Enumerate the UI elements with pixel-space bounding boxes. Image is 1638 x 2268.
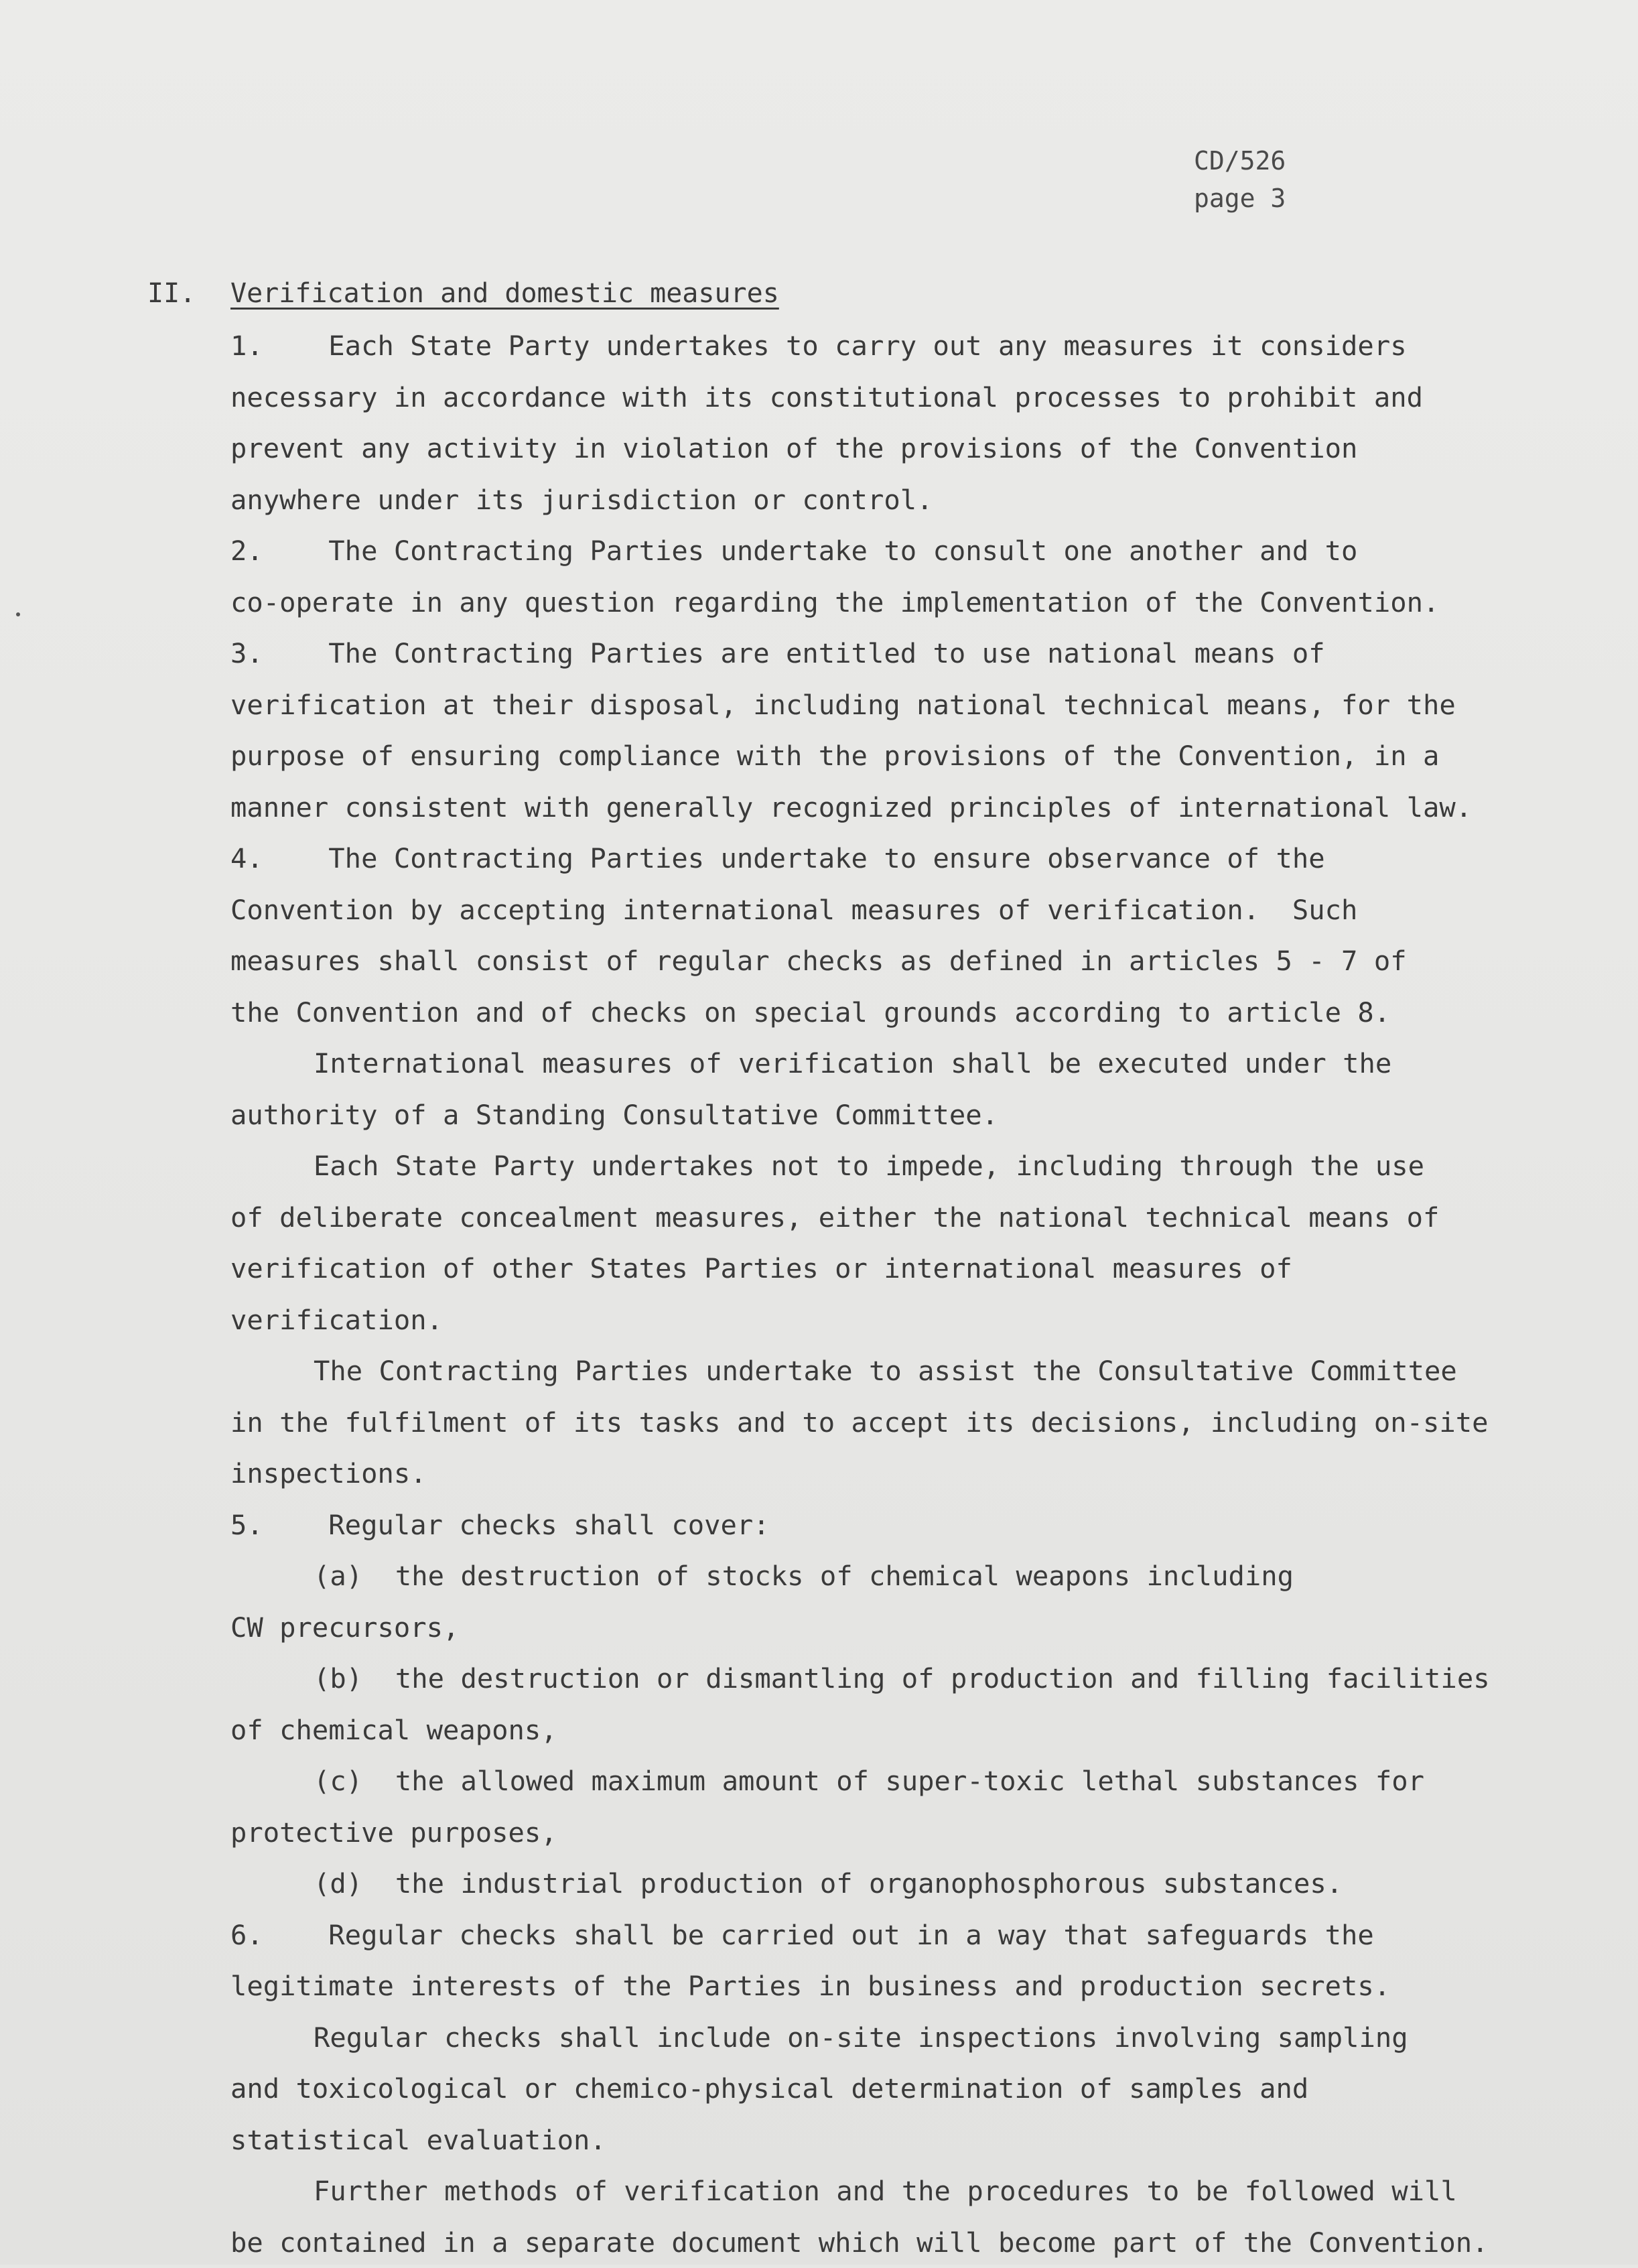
text-line: manner consistent with generally recognized principles of international law.: [230, 782, 1544, 833]
text-line: of chemical weapons,: [230, 1705, 1544, 1756]
page-number: page 3: [1194, 180, 1286, 217]
text-line: measures shall consist of regular checks as defined in articles 5 - 7 of: [230, 935, 1544, 987]
text-line: (a) the destruction of stocks of chemical weapons including: [230, 1550, 1544, 1602]
text-line: Further methods of verification and the procedures to be followed will: [230, 2165, 1544, 2217]
text-line: protective purposes,: [230, 1807, 1544, 1859]
text-line: Regular checks shall include on-site inspections involving sampling: [230, 2012, 1544, 2064]
text-line: Convention by accepting international measures of verification. Such: [230, 884, 1544, 936]
document-body: [230, 320, 1544, 2268]
text-line: (d) the industrial production of organophosphorous substances.: [230, 1858, 1544, 1910]
text-line: International measures of verification shall be executed under the: [230, 1038, 1544, 1089]
text-line: in the fulfilment of its tasks and to accept its decisions, including on-site: [230, 1397, 1544, 1449]
text-line: 4. The Contracting Parties undertake to ensure observance of the: [230, 833, 1544, 884]
text-line: 2. The Contracting Parties undertake to consult one another and to: [230, 525, 1544, 577]
text-line: The Contracting Parties undertake to assist the Consultative Committee: [230, 1345, 1544, 1397]
text-line: co-operate in any question regarding the implementation of the Convention.: [230, 577, 1544, 628]
text-line: necessary in accordance with its constitutional processes to prohibit and: [230, 372, 1544, 423]
text-line: verification of other States Parties or international measures of: [230, 1243, 1544, 1294]
text-line: the Convention and of checks on special grounds according to article 8.: [230, 987, 1544, 1039]
text-line: 3. The Contracting Parties are entitled to use national means of: [230, 628, 1544, 679]
document-code: CD/526: [1194, 142, 1286, 180]
text-line: of deliberate concealment measures, either the national technical means of: [230, 1192, 1544, 1244]
section-title: Verification and domestic measures: [230, 275, 779, 312]
text-line: 1. Each State Party undertakes to carry out any measures it considers: [230, 320, 1544, 372]
scan-mark: [16, 612, 20, 616]
text-line: CW precursors,: [230, 1602, 1544, 1654]
text-line: be contained in a separate document which will become part of the Convention.: [230, 2217, 1544, 2268]
text-line: prevent any activity in violation of the provisions of the Convention: [230, 423, 1544, 474]
text-line: and toxicological or chemico-physical determination of samples and: [230, 2063, 1544, 2115]
section-number: II.: [147, 275, 196, 312]
text-line: verification.: [230, 1294, 1544, 1346]
document-header: [1194, 142, 1286, 217]
text-line: anywhere under its jurisdiction or control.: [230, 474, 1544, 526]
text-line: Each State Party undertakes not to impede, including through the use: [230, 1140, 1544, 1192]
text-line: (b) the destruction or dismantling of production and filling facilities: [230, 1653, 1544, 1705]
text-line: 5. Regular checks shall cover:: [230, 1499, 1544, 1551]
text-line: verification at their disposal, including national technical means, for the: [230, 679, 1544, 731]
text-line: inspections.: [230, 1448, 1544, 1499]
text-line: purpose of ensuring compliance with the provisions of the Convention, in a: [230, 730, 1544, 782]
text-line: 6. Regular checks shall be carried out in a way that safeguards the: [230, 1910, 1544, 1961]
text-line: (c) the allowed maximum amount of super-toxic lethal substances for: [230, 1755, 1544, 1807]
text-line: authority of a Standing Consultative Committee.: [230, 1089, 1544, 1141]
text-line: legitimate interests of the Parties in business and production secrets.: [230, 1960, 1544, 2012]
text-line: statistical evaluation.: [230, 2115, 1544, 2166]
